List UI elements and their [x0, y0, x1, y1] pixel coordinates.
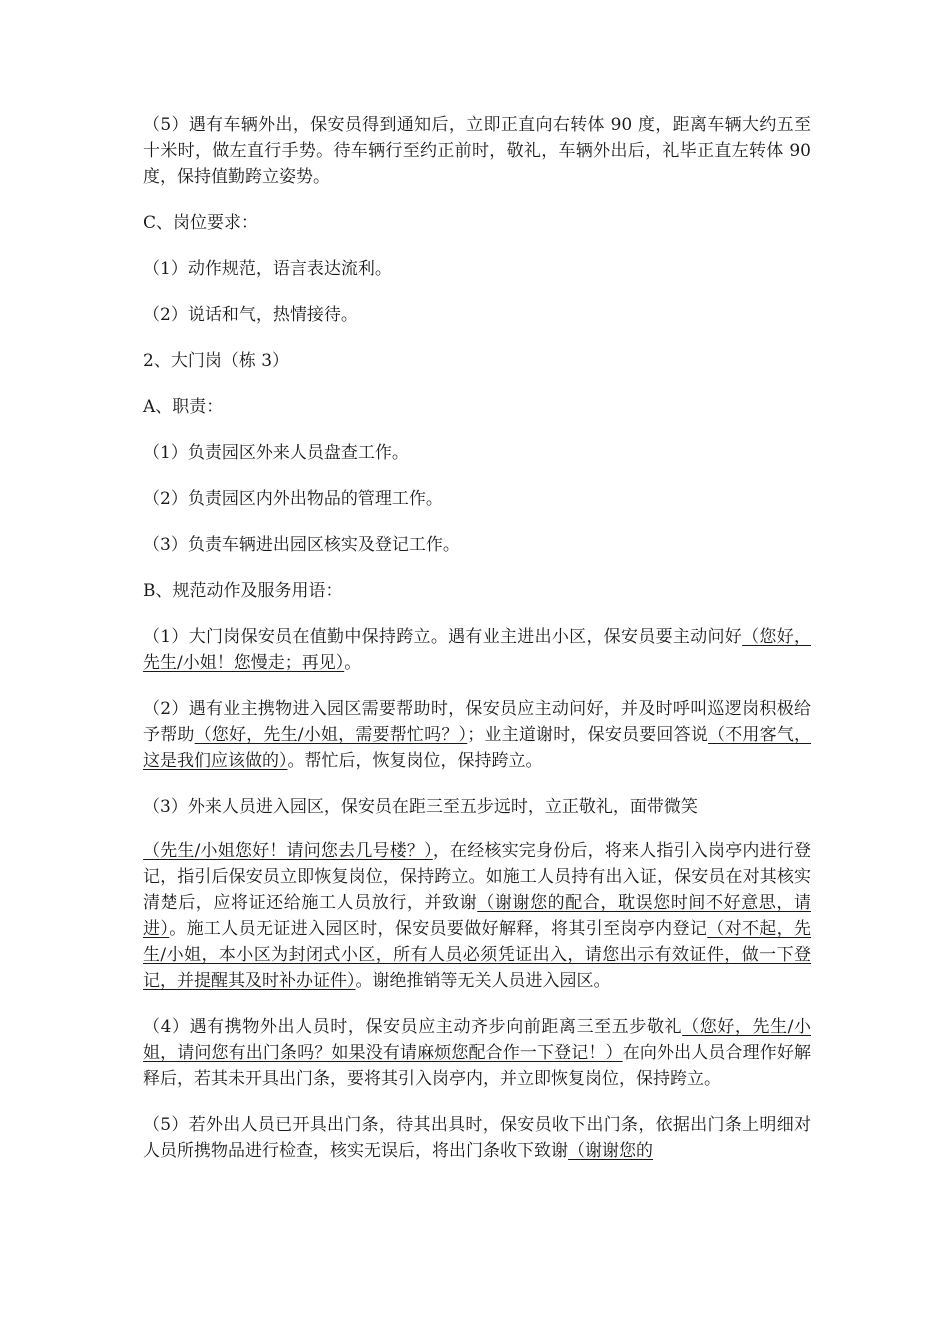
- paragraph-p6: [143, 394, 811, 420]
- paragraph-p10: [143, 578, 811, 604]
- paragraph-p13: [143, 794, 811, 820]
- text-segment: 。帮忙后，恢复岗位，保持跨立。: [287, 751, 543, 771]
- text-segment: （5）遇有车辆外出，保安员得到通知后，立即正直向右转体 90 度，距离车辆大约五至十米时，做左直行手势。待车辆行至约正前时，敬礼，车辆外出后，礼毕正直左转体 90 度，保持值勤跨立姿势。: [143, 115, 811, 187]
- paragraph-p11: [143, 624, 811, 676]
- paragraph-p15: [143, 1014, 811, 1092]
- text-segment: （2）遇有业主携物进入园区需要帮助时，保安员应主动问好，并及时呼叫巡逻岗积极给予帮助: [143, 699, 811, 745]
- paragraph-p4: [143, 302, 811, 328]
- underlined-phrase: （不用客气，这是我们应该做的）: [143, 725, 812, 771]
- paragraph-p2: [143, 210, 811, 236]
- text-segment: （5）若外出人员已开具出门条，待其出具时，保安员收下出门条，依据出门条上明细对人员所携物品进行检查，核实无误后，将出门条收下致谢: [143, 1115, 811, 1161]
- text-segment: （1）大门岗保安员在值勤中保持跨立。遇有业主进出小区，保安员要主动问好: [143, 627, 743, 647]
- text-segment: ，在经核实完身份后，将来人指引入岗亭内进行登记，指引后保安员立即恢复岗位，保持跨立。如施工人员持有出入证，保安员在对其核实清楚后，应将证还给施工人员放行，并致谢: [143, 841, 811, 913]
- underlined-phrase: （您好，先生/小姐，需要帮忙吗？）: [194, 725, 468, 745]
- text-segment: （2）负责园区内外出物品的管理工作。: [143, 489, 443, 509]
- paragraph-p14: [143, 838, 811, 994]
- paragraph-p5: [143, 348, 811, 374]
- underlined-phrase: （您好，先生/小姐，请问您有出门条吗？如果没有请麻烦您配合作一下登记！）: [143, 1017, 811, 1063]
- paragraph-p8: [143, 486, 811, 512]
- underlined-phrase: （对不起，先生/小姐，本小区为封闭式小区，所有人员必须凭证出入，请您出示有效证件，做一下登记，并提醒其及时补办证件）: [143, 919, 812, 991]
- paragraph-p3: [143, 256, 811, 282]
- document-body: [143, 112, 811, 1184]
- paragraph-gap: [143, 820, 811, 838]
- text-segment: （3）负责车辆进出园区核实及登记工作。: [143, 535, 460, 555]
- text-segment: B、规范动作及服务用语：: [143, 581, 343, 601]
- paragraph-p1: [143, 112, 811, 190]
- text-segment: 。施工人员无证进入园区时，保安员要做好解释，将其引至岗亭内登记: [169, 919, 708, 939]
- text-segment: （4）遇有携物外出人员时，保安员应主动齐步向前距离三至五步敬礼: [143, 1017, 683, 1037]
- text-segment: 2、大门岗（栋 3）: [143, 351, 290, 371]
- underlined-phrase: （先生/小姐您好！请问您去几号楼？）: [143, 841, 433, 861]
- text-segment: 。谢绝推销等无关人员进入园区。: [355, 971, 611, 991]
- text-segment: C、岗位要求：: [143, 213, 259, 233]
- text-segment: 。: [344, 653, 362, 673]
- paragraph-p16: [143, 1112, 811, 1164]
- text-segment: （3）外来人员进入园区，保安员在距三至五步远时，立正敬礼，面带微笑: [143, 797, 698, 817]
- text-segment: （1）动作规范，语言表达流利。: [143, 259, 392, 279]
- paragraph-p7: [143, 440, 811, 466]
- text-segment: 在向外出人员合理作好解释后，若其未开具出门条，要将其引入岗亭内，并立即恢复岗位，保持跨立。: [143, 1043, 812, 1089]
- underlined-phrase: （谢谢您的配合，耽误您时间不好意思，请进）: [143, 893, 811, 939]
- paragraph-p12: [143, 696, 811, 774]
- underlined-phrase: （谢谢您的: [568, 1141, 653, 1161]
- underlined-phrase: （您好，先生/小姐！您慢走；再见）: [143, 627, 811, 673]
- paragraph-p9: [143, 532, 811, 558]
- text-segment: （1）负责园区外来人员盘查工作。: [143, 443, 409, 463]
- text-segment: （2）说话和气，热情接待。: [143, 305, 358, 325]
- text-segment: ；业主道谢时，保安员要回答说: [467, 725, 709, 745]
- text-segment: A、职责：: [143, 397, 224, 417]
